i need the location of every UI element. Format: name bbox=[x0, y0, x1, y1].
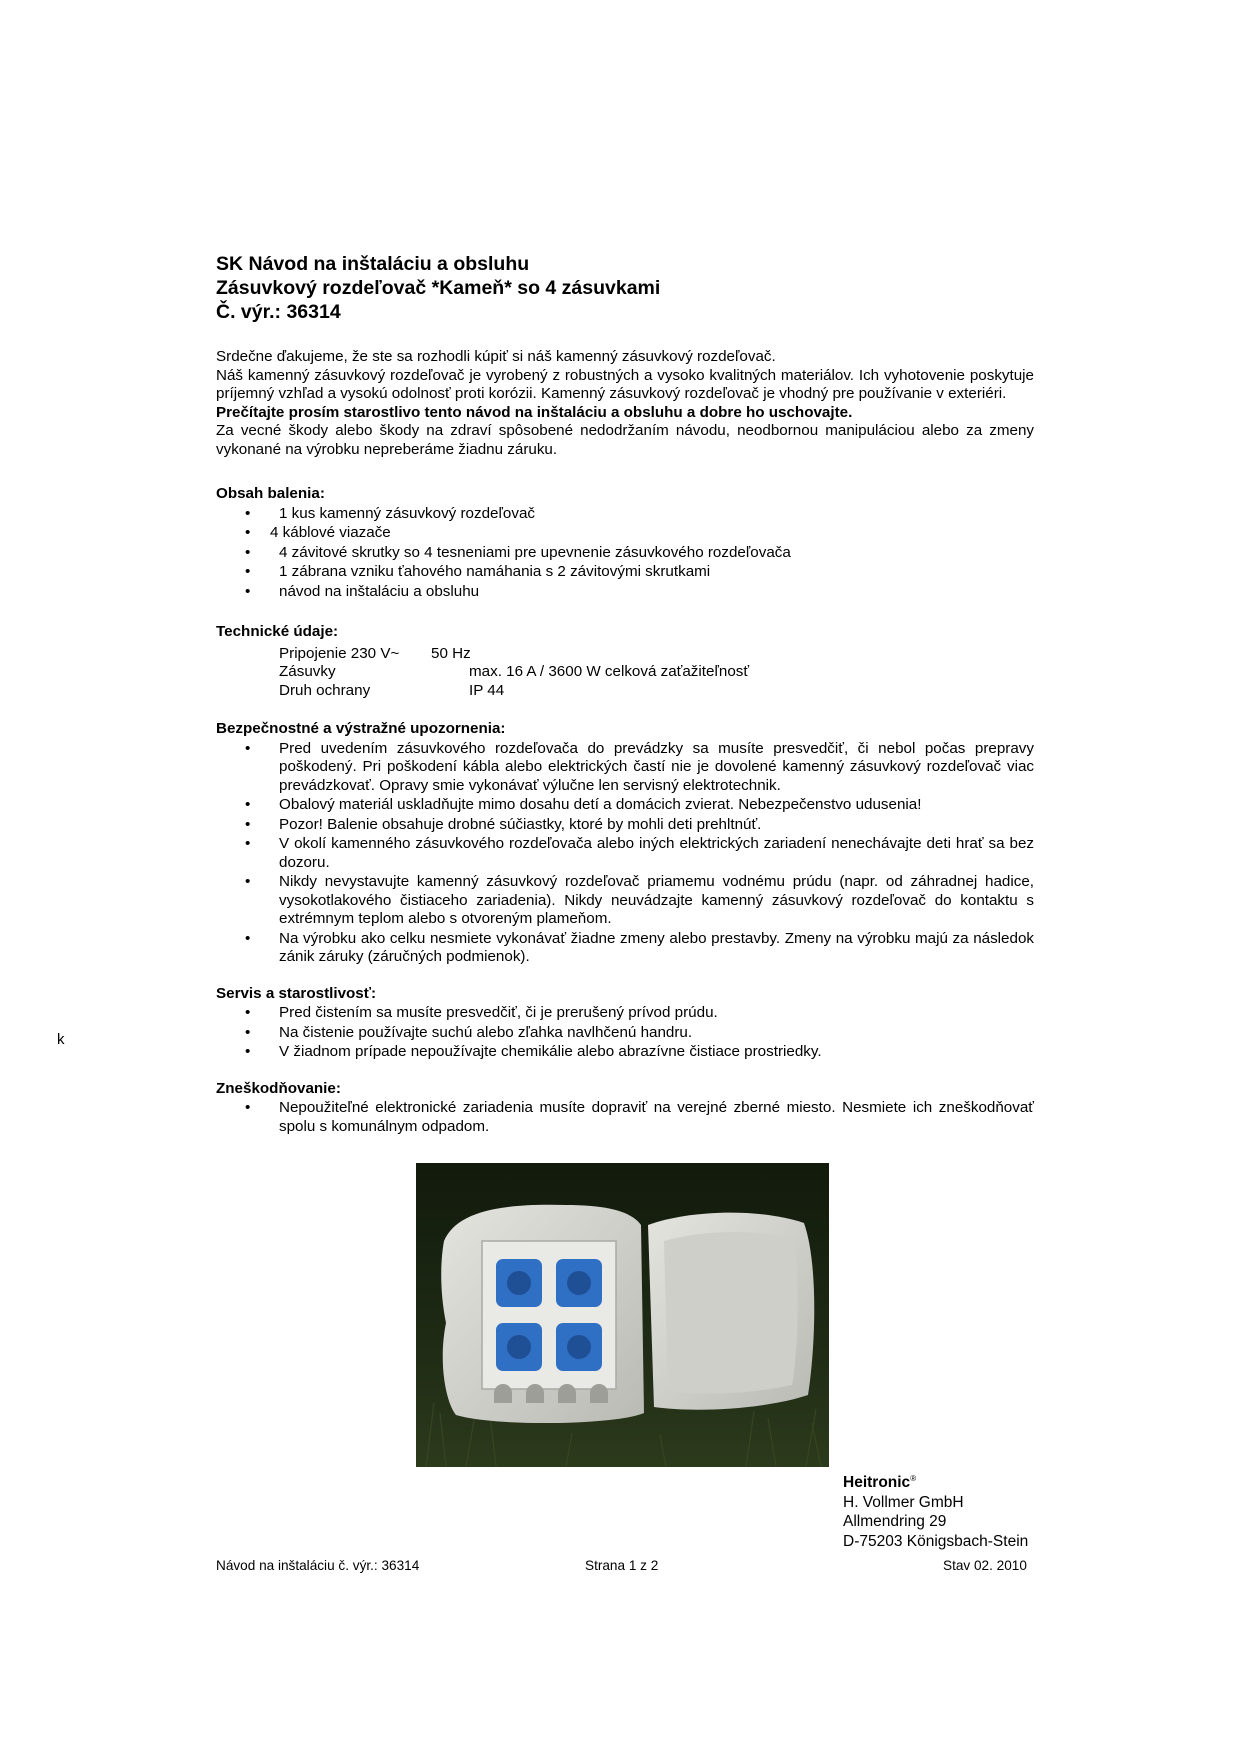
intro-section bbox=[216, 348, 1034, 459]
tech-row bbox=[279, 682, 1034, 701]
stone-socket-illustration bbox=[416, 1163, 829, 1467]
footer-date: Stav 02. 2010 bbox=[943, 1558, 1027, 1573]
contents-section bbox=[216, 485, 1034, 601]
document-title-item-number: Č. výr.: 36314 bbox=[216, 301, 341, 323]
company-name: H. Vollmer GmbH bbox=[843, 1493, 964, 1511]
socket-2 bbox=[556, 1259, 602, 1307]
intro-thanks: Srdečne ďakujeme, že ste sa rozhodli kúpiť si náš kamenný zásuvkový rozdeľovač. bbox=[216, 348, 776, 365]
list-item: • V žiadnom prípade nepoužívajte chemikálie alebo abrazívne čistiace prostriedky. bbox=[216, 1043, 1034, 1062]
list-item: • Nikdy nevystavujte kamenný zásuvkový rozdeľovač priamemu vodnému prúdu (napr. od záhradnej hadice, vysokotlakového čistiaceho zariadenia). Nikdy neuvádzajte kamenný zásuvkový rozdeľovač do kontaktu s extrémnym teplom alebo s otvoreným plameňom. bbox=[216, 873, 1034, 929]
tech-label: Druh ochrany bbox=[279, 681, 371, 699]
tech-label: Zásuvky bbox=[279, 663, 336, 680]
tech-row bbox=[279, 645, 1034, 664]
safety-list bbox=[216, 740, 1034, 967]
tech-table bbox=[279, 645, 1034, 701]
safety-section bbox=[216, 720, 1034, 967]
socket-4 bbox=[556, 1323, 602, 1371]
list-item: • Na čistenie používajte suchú alebo zľahka navlhčenú handru. bbox=[216, 1024, 1034, 1043]
company-address bbox=[843, 1469, 1028, 1551]
socket-1 bbox=[496, 1259, 542, 1307]
list-item: • 1 zábrana vzniku ťahového namáhania s 2 závitovými skrutkami bbox=[216, 563, 1034, 582]
footer-page-number: Strana 1 z 2 bbox=[585, 1558, 659, 1573]
company-brand-line bbox=[843, 1469, 1028, 1493]
tech-value: 50 Hz bbox=[431, 644, 471, 662]
main-content bbox=[216, 252, 1034, 1137]
company-city: D-75203 Königsbach-Stein bbox=[843, 1532, 1029, 1550]
disposal-section bbox=[216, 1080, 1034, 1137]
tech-value: IP 44 bbox=[469, 681, 505, 699]
tech-label: Pripojenie 230 V~ bbox=[279, 644, 400, 662]
contents-heading: Obsah balenia: bbox=[216, 485, 325, 502]
company-brand: Heitronic bbox=[843, 1474, 911, 1492]
service-section bbox=[216, 985, 1034, 1062]
document-title-language: SK Návod na inštaláciu a obsluhu bbox=[216, 253, 530, 275]
margin-mark: k bbox=[57, 1031, 65, 1048]
footer-left: Návod na inštaláciu č. výr.: 36314 bbox=[216, 1558, 420, 1573]
list-item: • návod na inštaláciu a obsluhu bbox=[216, 583, 1034, 602]
list-item: • 4 závitové skrutky so 4 tesneniami pre upevnenie zásuvkového rozdeľovača bbox=[216, 544, 1034, 563]
registered-mark: ® bbox=[910, 1474, 917, 1483]
document-title-product: Zásuvkový rozdeľovač *Kameň* so 4 zásuvkami bbox=[216, 277, 661, 299]
socket-3 bbox=[496, 1323, 542, 1371]
product-photo bbox=[416, 1163, 829, 1467]
contents-list bbox=[216, 505, 1034, 602]
service-list bbox=[216, 1004, 1034, 1062]
company-street: Allmendring 29 bbox=[843, 1513, 947, 1531]
disposal-heading: Zneškodňovanie: bbox=[216, 1079, 341, 1097]
list-item: • 4 káblové viazače bbox=[216, 524, 1034, 543]
safety-heading: Bezpečnostné a výstražné upozornenia: bbox=[216, 720, 506, 737]
tech-section bbox=[216, 623, 1034, 700]
tech-value: max. 16 A / 3600 W celková zaťažiteľnosť bbox=[469, 663, 750, 680]
service-heading: Servis a starostlivosť: bbox=[216, 984, 377, 1002]
intro-liability: Za vecné škody alebo škody na zdraví spôsobené nedodržaním návodu, neodbornou manipuláciou alebo za zmeny vykonané na výrobku nepreberáme žiadnu záruku. bbox=[216, 422, 1034, 458]
intro-description: Náš kamenný zásuvkový rozdeľovač je vyrobený z robustných a vysoko kvalitných materiálov. Ich vyhotovenie poskytuje príjemný vzhľad a vysokú odolnosť proti korózii. Kamenný zásuvkový rozdeľovač je vhodný pre používanie v exteriéri. bbox=[216, 366, 1034, 402]
disposal-list bbox=[216, 1099, 1034, 1136]
lid-inner bbox=[664, 1232, 798, 1393]
tech-heading: Technické údaje: bbox=[216, 623, 339, 640]
list-item: • Pred čistením sa musíte presvedčiť, či je prerušený prívod prúdu. bbox=[216, 1004, 1034, 1023]
list-item: • Na výrobku ako celku nesmiete vykonávať žiadne zmeny alebo prestavby. Zmeny na výrobku majú za následok zánik záruky (záručných podmienok). bbox=[216, 930, 1034, 967]
tech-row bbox=[279, 663, 1034, 682]
list-item: • Pozor! Balenie obsahuje drobné súčiastky, ktoré by mohli deti prehltnúť. bbox=[216, 816, 1034, 835]
list-item: • 1 kus kamenný zásuvkový rozdeľovač bbox=[216, 505, 1034, 524]
intro-read-notice: Prečítajte prosím starostlivo tento návod na inštaláciu a obsluhu a dobre ho uschovajte. bbox=[216, 403, 853, 421]
list-item: • V okolí kamenného zásuvkového rozdeľovača alebo iných elektrických zariadení nenechávajte deti hrať sa bez dozoru. bbox=[216, 835, 1034, 872]
list-item: • Obalový materiál uskladňujte mimo dosahu detí a domácich zvierat. Nebezpečenstvo udusenia! bbox=[216, 796, 1034, 815]
list-item: • Pred uvedením zásuvkového rozdeľovača do prevádzky sa musíte presvedčiť, či nebol počas prepravy poškodený. Pri poškodení kábla alebo elektrických častí nie je dovolené kamenný zásuvkový rozdeľovač viac prevádzkovať. Opravy smie vykonávať výlučne len servisný elektrotechnik. bbox=[216, 740, 1034, 796]
list-item: • Nepoužiteľné elektronické zariadenia musíte dopraviť na verejné zberné miesto. Nesmiete ich zneškodňovať spolu s komunálnym odpadom. bbox=[216, 1099, 1034, 1136]
